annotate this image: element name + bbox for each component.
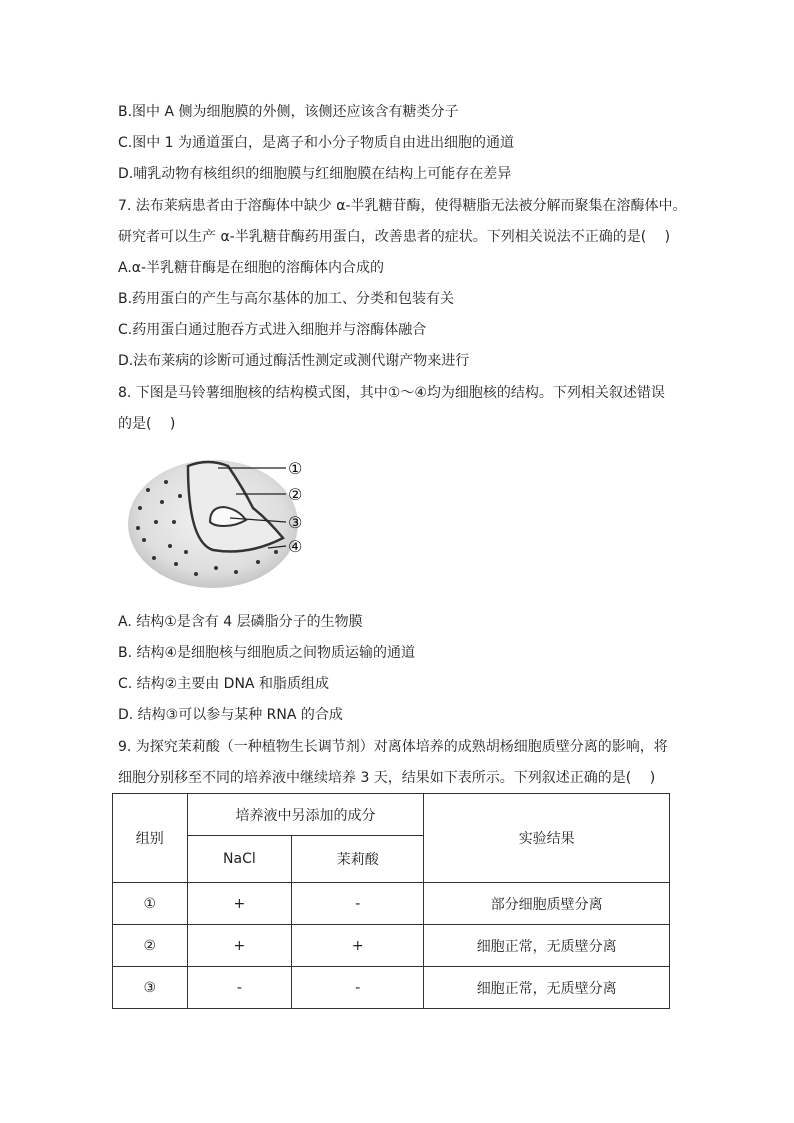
- question-9-stem-line1: 9. 为探究茉莉酸（一种植物生长调节剂）对离体培养的成熟胡杨细胞质壁分离的影响，将: [118, 739, 668, 755]
- cell-result: 细胞正常，无质壁分离: [424, 967, 670, 1009]
- option-6d: D.哺乳动物有核组织的细胞膜与红细胞膜在结构上可能存在差异: [118, 166, 512, 182]
- header-added-components: 培养液中另添加的成分: [187, 794, 424, 836]
- cell-nacl: +: [187, 883, 292, 925]
- figure-label-3: ③: [288, 513, 303, 532]
- table-row: [113, 883, 670, 925]
- option-7b: B.药用蛋白的产生与高尔基体的加工、分类和包装有关: [118, 291, 455, 307]
- results-table: [112, 793, 670, 1009]
- figure-label-4: ④: [288, 537, 303, 556]
- option-8b: B. 结构④是细胞核与细胞质之间物质运输的通道: [118, 645, 416, 661]
- figure-label-2: ②: [288, 485, 303, 504]
- cell-result: 细胞正常，无质壁分离: [424, 925, 670, 967]
- question-7-stem-line2: 研究者可以生产 α-半乳糖苷酶药用蛋白，改善患者的症状。下列相关说法不正确的是( ): [118, 229, 671, 245]
- option-8d: D. 结构③可以参与某种 RNA 的合成: [118, 707, 343, 723]
- cell-result: 部分细胞质壁分离: [424, 883, 670, 925]
- cell-jasmonic: +: [292, 925, 424, 967]
- cell-group: ②: [113, 925, 188, 967]
- cell-group: ③: [113, 967, 188, 1009]
- option-7c: C.药用蛋白通过胞吞方式进入细胞并与溶酶体融合: [118, 322, 427, 338]
- header-jasmonic-acid: 茉莉酸: [292, 836, 424, 883]
- option-8c: C. 结构②主要由 DNA 和脂质组成: [118, 676, 329, 692]
- option-7d: D.法布莱病的诊断可通过酶活性测定或测代谢产物来进行: [118, 353, 470, 369]
- option-6b: B.图中 A 侧为细胞膜的外侧，该侧还应该含有糖类分子: [118, 104, 459, 120]
- nucleus-diagram: [118, 452, 348, 592]
- question-8-stem-line2: 的是( ): [118, 416, 176, 432]
- question-7-stem-line1: 7. 法布莱病患者由于溶酶体中缺少 α-半乳糖苷酶，使得糖脂无法被分解而聚集在溶酶体中。: [118, 198, 687, 214]
- figure-label-1: ①: [288, 459, 303, 478]
- header-nacl: NaCl: [187, 836, 292, 883]
- option-8a: A. 结构①是含有 4 层磷脂分子的生物膜: [118, 614, 363, 630]
- option-7a: A.α-半乳糖苷酶是在细胞的溶酶体内合成的: [118, 260, 385, 276]
- question-9-stem-line2: 细胞分别移至不同的培养液中继续培养 3 天，结果如下表所示。下列叙述正确的是( ): [118, 770, 656, 786]
- cell-nacl: -: [187, 967, 292, 1009]
- header-result: 实验结果: [424, 794, 670, 883]
- table-row: [113, 925, 670, 967]
- cell-jasmonic: -: [292, 883, 424, 925]
- header-group: 组别: [113, 794, 188, 883]
- option-6c: C.图中 1 为通道蛋白，是离子和小分子物质自由进出细胞的通道: [118, 135, 515, 151]
- table-row: [113, 967, 670, 1009]
- cell-group: ①: [113, 883, 188, 925]
- question-8-stem-line1: 8. 下图是马铃薯细胞核的结构模式图，其中①～④均为细胞核的结构。下列相关叙述错误: [118, 385, 665, 401]
- cell-jasmonic: -: [292, 967, 424, 1009]
- cell-nacl: +: [187, 925, 292, 967]
